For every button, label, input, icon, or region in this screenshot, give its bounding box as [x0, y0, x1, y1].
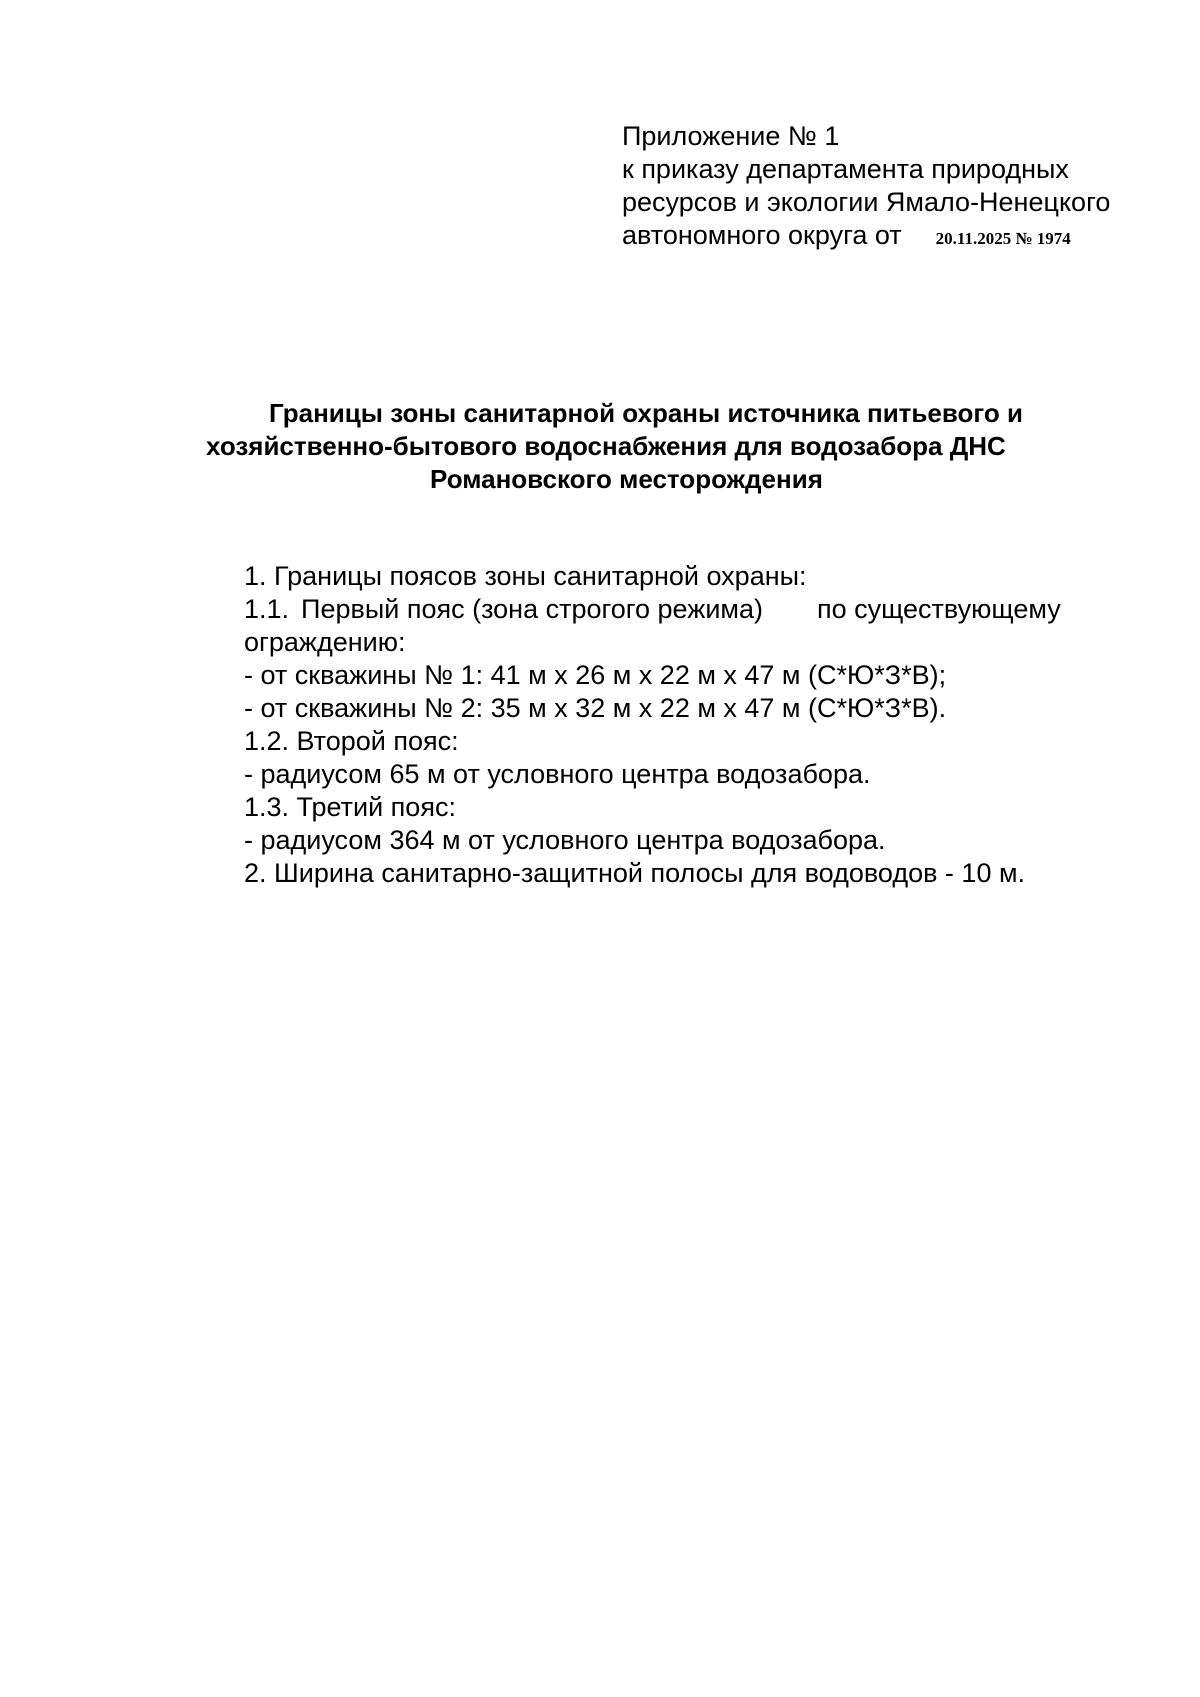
title-line-1: Границы зоны санитарной охраны источника питьевого и [269, 398, 1023, 428]
appendix-okrug-text: автономного округа от [622, 220, 902, 250]
well-2-dimensions: - от скважины № 2: 35 м х 32 м х 22 м х 47 м (С*Ю*З*В). [244, 693, 947, 723]
section-1-2-heading: 1.2. Второй пояс: [244, 726, 459, 756]
section-1-1-text: Первый пояс (зона строгого режима) [301, 594, 763, 624]
appendix-department-line: ресурсов и экологии Ямало-Ненецкого [622, 187, 1111, 217]
section-1-1-tail: по существующему [816, 594, 1061, 624]
section-1-1-continuation: ограждению: [244, 627, 406, 657]
section-1-3-heading: 1.3. Третий пояс: [244, 792, 456, 822]
appendix-number: Приложение № 1 [622, 121, 840, 151]
appendix-order-line: к приказу департамента природных [622, 154, 1069, 184]
document-body [244, 560, 1124, 890]
title-line-2: хозяйственно-бытового водоснабжения для водозабора ДНС [206, 431, 1006, 461]
title-line-3: Романовского месторождения [430, 464, 823, 494]
appendix-header [622, 120, 1182, 255]
well-1-dimensions: - от скважины № 1: 41 м х 26 м х 22 м х 47 м (С*Ю*З*В); [244, 660, 947, 690]
section-2-strip-width: 2. Ширина санитарно-защитной полосы для водоводов - 10 м. [244, 858, 1026, 888]
section-1-2-radius: - радиусом 65 м от условного центра водозабора. [244, 759, 871, 789]
section-1-1-number: 1.1. [244, 594, 290, 624]
order-date-number: 20.11.2025 № 1974 [935, 229, 1071, 248]
section-1-1 [244, 593, 1124, 626]
document-title [200, 397, 1100, 496]
section-1-heading: 1. Границы поясов зоны санитарной охраны: [244, 561, 807, 591]
section-1-3-radius: - радиусом 364 м от условного центра водозабора. [244, 825, 886, 855]
appendix-date-line [622, 219, 1182, 255]
